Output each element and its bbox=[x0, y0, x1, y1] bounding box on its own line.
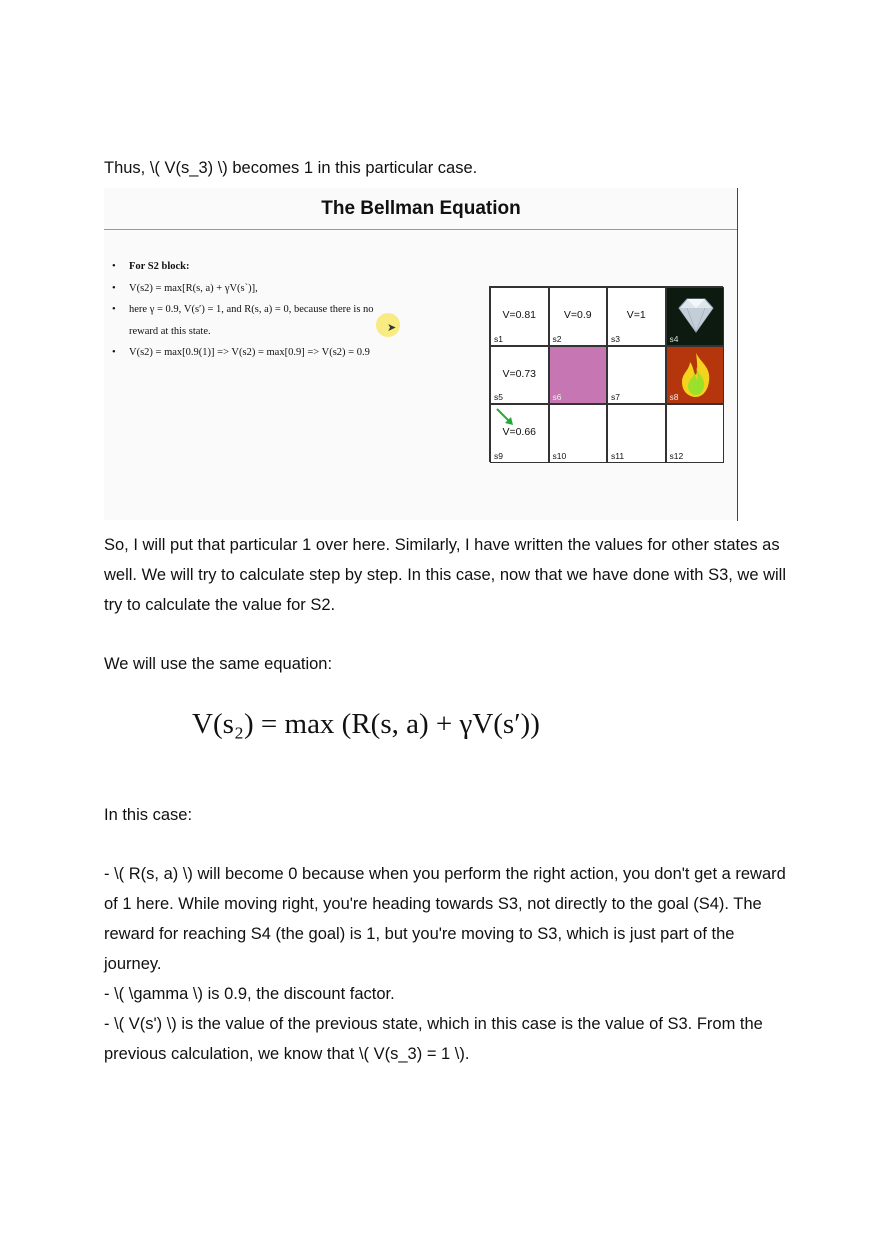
slide-bullet: • here γ = 0.9, V(s′) = 1, and R(s, a) = 0, because there is no bbox=[112, 304, 374, 315]
grid-cell-s2 bbox=[549, 287, 608, 346]
cell-label: s11 bbox=[611, 450, 625, 461]
grid-cell-s1 bbox=[490, 287, 549, 346]
cell-label: s9 bbox=[494, 450, 503, 461]
slide-bullet-continuation bbox=[112, 321, 492, 343]
grid-cell-s9 bbox=[490, 404, 549, 463]
grid-cell-s11 bbox=[607, 404, 666, 463]
cell-value: V=0.81 bbox=[502, 309, 537, 321]
list-item-gamma: - \( \gamma \) is 0.9, the discount factor. bbox=[104, 985, 395, 1003]
cell-label: s5 bbox=[494, 392, 503, 403]
paragraph-explanation: So, I will put that particular 1 over here. Similarly, I have written the values for other states as well. We will try to calculate step by step. In this case, now that we have done with S3, we will try to calculate the value for S2. bbox=[104, 536, 787, 614]
cell-value: V=0.66 bbox=[502, 426, 537, 439]
grid-cell-s7 bbox=[607, 346, 666, 405]
list-item-value: - \( V(s') \) is the value of the previous state, which in this case is the value of S3. From the previous calculation, we know that \( V(s_3) = 1 \). bbox=[104, 1015, 763, 1063]
grid-cell-s8 bbox=[666, 346, 725, 405]
bullet-text: V(s2) = max[R(s, a) + γV(s`)], bbox=[129, 282, 258, 294]
intro-line: Thus, \( V(s_3) \) becomes 1 in this particular case. bbox=[104, 159, 478, 177]
slide-title: The Bellman Equation bbox=[321, 198, 521, 219]
bullet-text: reward at this state. bbox=[129, 325, 211, 337]
bullet-text: For S2 block: bbox=[129, 261, 190, 272]
slide-bullets bbox=[112, 256, 492, 364]
slide-divider bbox=[104, 229, 738, 230]
cell-label: s3 bbox=[611, 333, 620, 344]
cell-label: s12 bbox=[669, 450, 684, 461]
bellman-slide-image bbox=[104, 188, 738, 520]
cell-label: s8 bbox=[669, 392, 679, 403]
grid-cell-s10 bbox=[549, 404, 608, 463]
grid-cell-s4 bbox=[666, 287, 725, 346]
gridworld bbox=[489, 286, 723, 462]
list-item-reward: - \( R(s, a) \) will become 0 because when you perform the right action, you don't get a reward of 1 here. While moving right, you're heading towards S3, not directly to the goal (S4). The reward for reaching S4 (the goal) is 1, but you're moving to S3, which is just part of the journey. bbox=[104, 865, 786, 973]
cell-label: s7 bbox=[611, 392, 620, 403]
cell-label: s2 bbox=[552, 333, 562, 344]
cell-label: s6 bbox=[552, 392, 562, 403]
cell-label: s4 bbox=[669, 333, 679, 344]
grid-cell-s12 bbox=[666, 404, 725, 463]
bellman-equation: V(s₂) = max (R(s, a) + γV(s′)) bbox=[192, 708, 540, 740]
paragraph-equation-intro: We will use the same equation: bbox=[104, 655, 333, 673]
cell-label: s10 bbox=[552, 450, 567, 461]
bullet-text: V(s2) = max[0.9(1)] => V(s2) = max[0.9] => V(s2) = 0.9 bbox=[129, 347, 370, 358]
cell-label: s1 bbox=[494, 333, 503, 344]
slide-right-border bbox=[737, 188, 738, 521]
slide-bullet: • V(s2) = max[0.9(1)] => V(s2) = max[0.9] => V(s2) = 0.9 bbox=[112, 347, 370, 358]
cell-value: V=0.9 bbox=[563, 309, 592, 321]
mouse-pointer-icon: ➤ bbox=[387, 322, 397, 334]
grid-cell-s6 bbox=[549, 346, 608, 405]
slide-bullet: • For S2 block: bbox=[112, 261, 190, 272]
cell-value: V=1 bbox=[626, 309, 646, 321]
paragraph-in-this-case: In this case: bbox=[104, 806, 193, 824]
grid-cell-s5 bbox=[490, 346, 549, 405]
bullet-text: here γ = 0.9, V(s′) = 1, and R(s, a) = 0, because there is no bbox=[129, 304, 374, 315]
slide-bullet: • V(s2) = max[R(s, a) + γV(s`)], bbox=[112, 282, 258, 294]
cell-value: V=0.73 bbox=[502, 367, 537, 380]
grid-cell-s3 bbox=[607, 287, 666, 346]
